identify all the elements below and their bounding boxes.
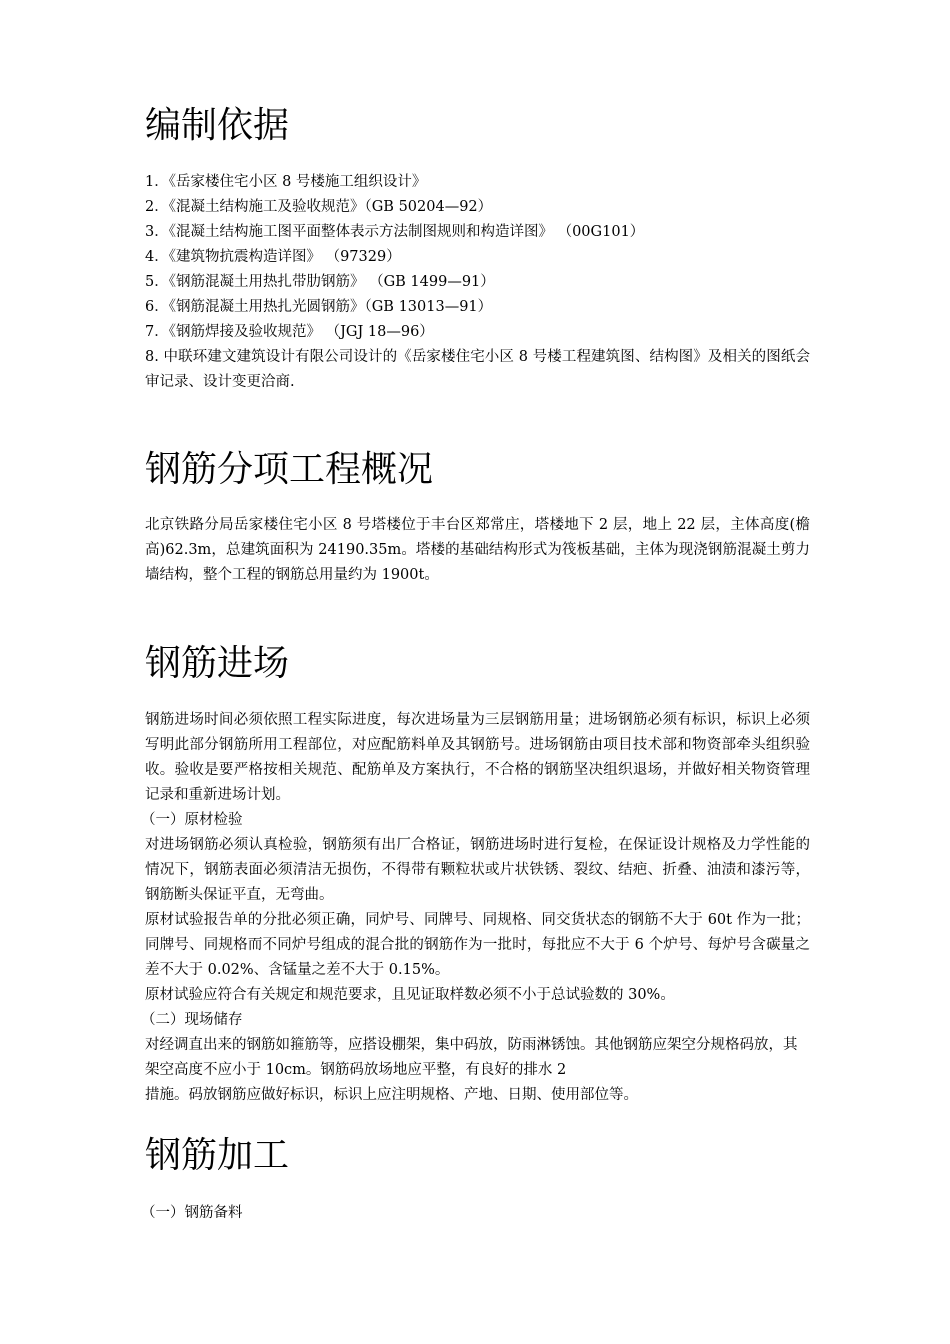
delivery-body [141, 708, 810, 1108]
section-title-processing: 钢筋加工 [145, 1135, 290, 1176]
section-title-basis: 编制依据 [145, 105, 290, 146]
subsection-title-inspection: （一）原材检验 [141, 812, 243, 828]
list-item: 3．《混凝土结构施工图平面整体表示方法制图规则和构造详图》 （00G101） [145, 224, 645, 240]
reference-list [145, 170, 810, 395]
list-item: 8. 中联环建文建筑设计有限公司设计的《岳家楼住宅小区 8 号楼工程建筑图、结构图》及相关的图纸会审记录、设计变更洽商. [145, 349, 810, 390]
storage-paragraph: 措施。码放钢筋应做好标识，标识上应注明规格、产地、日期、使用部位等。 [145, 1087, 638, 1103]
inspection-paragraph: 原材试验报告单的分批必须正确，同炉号、同牌号、同规格、同交货状态的钢筋不大于 60t 作为一批；同牌号、同规格而不同炉号组成的混合批的钢筋作为一批时，每批应不大于 6 个炉号、每炉号含碳量之差不大于 0.02%、含锰量之差不大于 0.15%。 [145, 912, 810, 978]
list-item: 6．《钢筋混凝土用热扎光圆钢筋》（GB 13013—91） [145, 299, 493, 315]
list-item: 4．《建筑物抗震构造详图》 （97329） [145, 249, 401, 265]
processing-body [141, 1201, 810, 1226]
overview-body [145, 513, 810, 588]
list-item: 1．《岳家楼住宅小区 8 号楼施工组织设计》 [145, 174, 427, 190]
list-item: 2．《混凝土结构施工及验收规范》（GB 50204—92） [145, 199, 493, 215]
list-item: 5．《钢筋混凝土用热扎带肋钢筋》 （GB 1499—91） [145, 274, 495, 290]
inspection-paragraph: 原材试验应符合有关规定和规范要求，且见证取样数必须不小于总试验数的 30%。 [145, 987, 675, 1003]
list-item: 7．《钢筋焊接及验收规范》 （JGJ 18—96） [145, 324, 434, 340]
subsection-title-storage: （二）现场储存 [141, 1012, 243, 1028]
inspection-paragraph: 对进场钢筋必须认真检验，钢筋须有出厂合格证，钢筋进场时进行复检，在保证设计规格及力学性能的情况下，钢筋表面必须清洁无损伤，不得带有颗粒状或片状铁锈、裂纹、结疤、折叠、油渍和漆污等，钢筋断头保证平直，无弯曲。 [145, 837, 810, 903]
subsection-title-preparation: （一）钢筋备料 [141, 1205, 243, 1221]
storage-paragraph: 对经调直出来的钢筋如箍筋等，应搭设棚架，集中码放，防雨淋锈蚀。其他钢筋应架空分规格码放，其架空高度不应小于 10cm。钢筋码放场地应平整，有良好的排水 2 [145, 1037, 798, 1078]
section-title-delivery: 钢筋进场 [145, 643, 290, 684]
delivery-intro: 钢筋进场时间必须依照工程实际进度，每次进场量为三层钢筋用量；进场钢筋必须有标识，标识上必须写明此部分钢筋所用工程部位，对应配筋料单及其钢筋号。进场钢筋由项目技术部和物资部牵头组织验收。验收是要严格按相关规范、配筋单及方案执行，不合格的钢筋坚决组织退场，并做好相关物资管理记录和重新进场计划。 [145, 712, 810, 803]
section-title-overview: 钢筋分项工程概况 [145, 449, 434, 490]
overview-paragraph: 北京铁路分局岳家楼住宅小区 8 号塔楼位于丰台区郑常庄，塔楼地下 2 层，地上 22 层，主体高度(檐高)62.3m，总建筑面积为 24190.35m。塔楼的基础结构形式为筏板基础，主体为现浇钢筋混凝土剪力墙结构，整个工程的钢筋总用量约为 1900t。 [145, 517, 810, 583]
